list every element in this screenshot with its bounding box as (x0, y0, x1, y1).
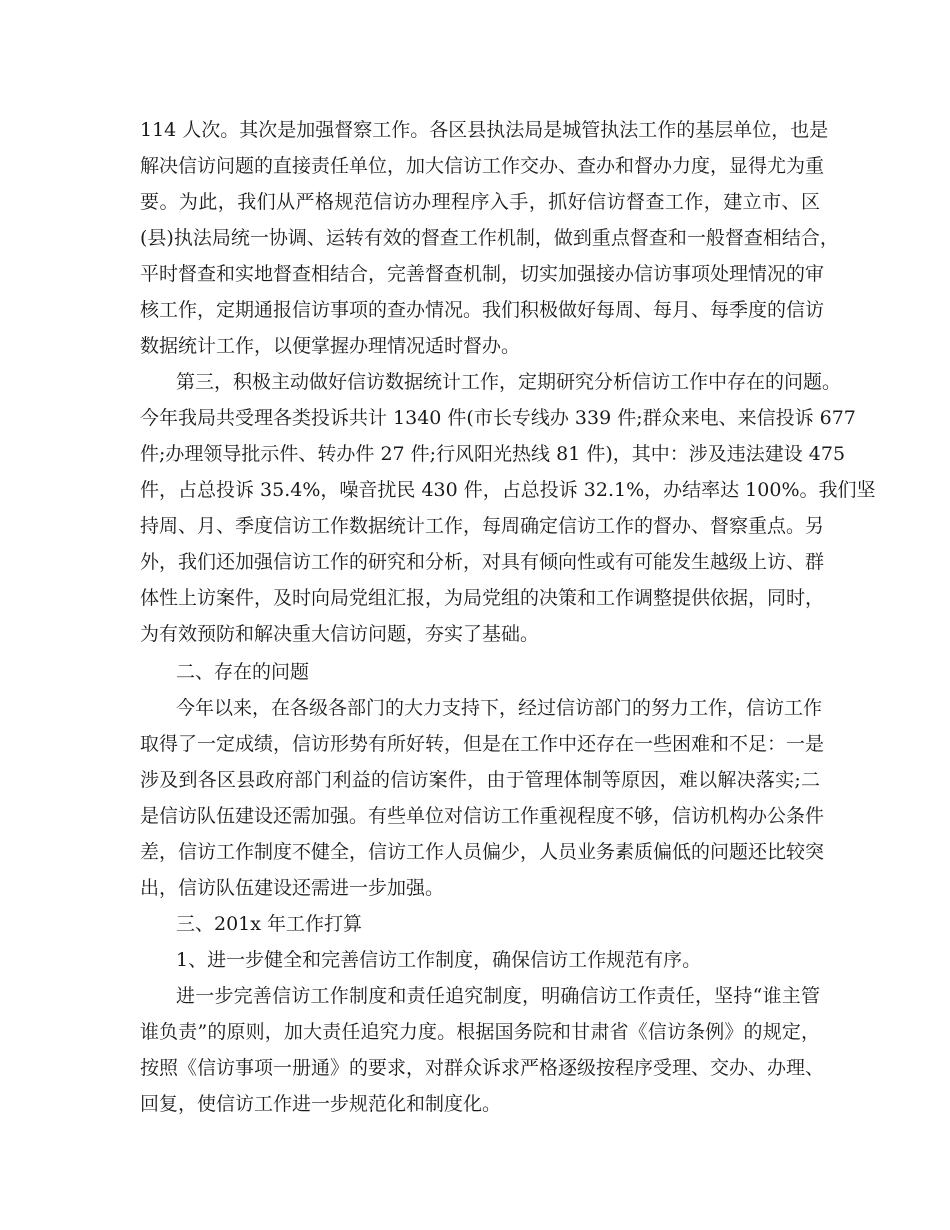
text-line: 是信访队伍建设还需加强。有些单位对信访工作重视程度不够，信访机构办公条件 (140, 805, 825, 827)
text-line: 外，我们还加强信访工作的研究和分析，对具有倾向性或有可能发生越级上访、群 (140, 551, 825, 573)
text-line: 持周、月、季度信访工作数据统计工作，每周确定信访工作的督办、督察重点。另 (140, 515, 825, 537)
text-line: 涉及到各区县政府部门利益的信访案件，由于管理体制等原因，难以解决落实;二 (140, 769, 820, 791)
text-line: 按照《信访事项一册通》的要求，对群众诉求严格逐级按程序受理、交办、办理、 (140, 1057, 825, 1079)
paragraph-start-line: 第三，积极主动做好信访数据统计工作，定期研究分析信访工作中存在的问题。 (176, 371, 842, 393)
text-line: (县)执法局统一协调、运转有效的督查工作机制，做到重点督查和一般督查相结合， (140, 227, 839, 249)
text-line: 谁负责”的原则，加大责任追究力度。根据国务院和甘肃省《信访条例》的规定， (140, 1021, 820, 1043)
text-line: 件;办理领导批示件、转办件 27 件;行风阳光热线 81 件)，其中：涉及违法建设 475 (140, 443, 846, 465)
text-line: 数据统计工作，以便掌握办理情况适时督办。 (140, 335, 521, 357)
text-line: 取得了一定成绩，信访形势有所好转，但是在工作中还存在一些困难和不足：一是 (140, 733, 825, 755)
subsection-heading: 1、进一步健全和完善信访工作制度，确保信访工作规范有序。 (176, 949, 702, 971)
text-line: 回复，使信访工作进一步规范化和制度化。 (140, 1093, 502, 1115)
text-line: 要。为此，我们从严格规范信访办理程序入手，抓好信访督查工作，建立市、区 (140, 191, 820, 213)
text-line: 为有效预防和解决重大信访问题，夯实了基础。 (140, 623, 540, 645)
text-line: 114 人次。其次是加强督察工作。各区县执法局是城管执法工作的基层单位，也是 (140, 119, 829, 141)
text-line: 体性上访案件，及时向局党组汇报，为局党组的决策和工作调整提供依据，同时， (140, 587, 825, 609)
text-line: 件，占总投诉 35.4%，噪音扰民 430 件，占总投诉 32.1%，办结率达 100%。我们坚 (140, 479, 876, 501)
text-line: 平时督查和实地督查相结合，完善督查机制，切实加强接办信访事项处理情况的审 (140, 263, 825, 285)
paragraph-start-line: 今年以来，在各级各部门的大力支持下，经过信访部门的努力工作，信访工作 (176, 697, 823, 719)
text-line: 解决信访问题的直接责任单位，加大信访工作交办、查办和督办力度，显得尤为重 (140, 155, 825, 177)
text-line: 核工作，定期通报信访事项的查办情况。我们积极做好每周、每月、每季度的信访 (140, 299, 825, 321)
paragraph-start-line: 进一步完善信访工作制度和责任追究制度，明确信访工作责任，坚持“谁主管 (176, 985, 820, 1007)
text-line: 今年我局共受理各类投诉共计 1340 件(市长专线办 339 件;群众来电、来信投诉 677 (140, 407, 856, 429)
text-line: 差，信访工作制度不健全，信访工作人员偏少，人员业务素质偏低的问题还比较突 (140, 841, 825, 863)
section-heading: 二、存在的问题 (176, 661, 310, 683)
text-line: 出，信访队伍建设还需进一步加强。 (140, 877, 445, 899)
section-heading: 三、201x 年工作打算 (176, 913, 363, 935)
